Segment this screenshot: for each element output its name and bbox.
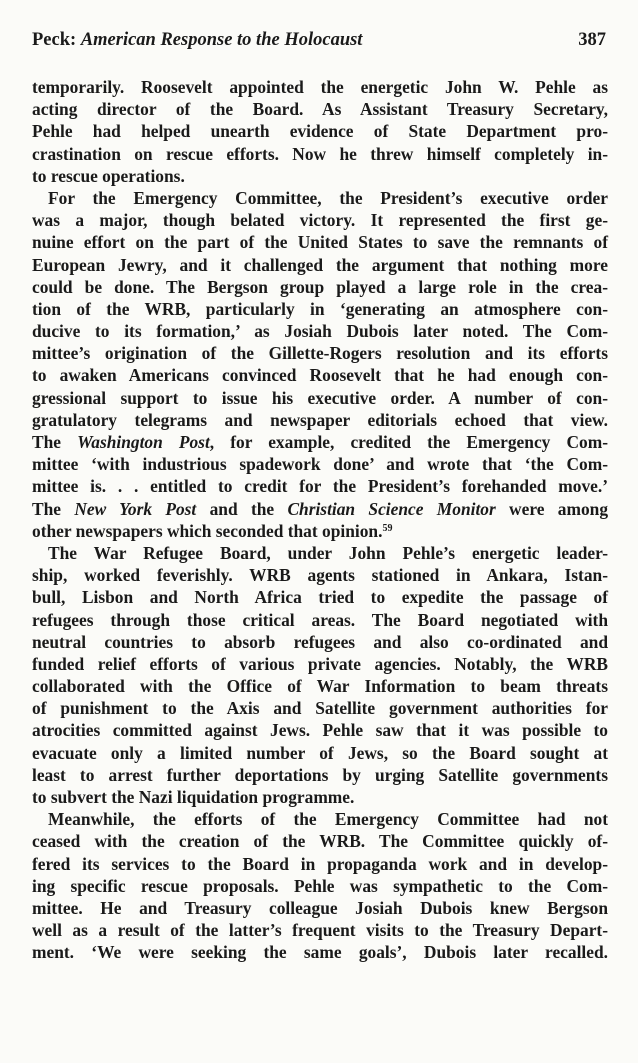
text-line: gressional support to issue his executive order. A number of con-	[32, 387, 608, 408]
text-line: refugees through those critical areas. The Board negotiated with	[32, 609, 608, 630]
text-line: crastination on rescue efforts. Now he threw himself completely in-	[32, 143, 608, 164]
text-line: evacuate only a limited number of Jews, so the Board sought at	[32, 742, 608, 763]
text-line: mittee. He and Treasury colleague Josiah Dubois knew Bergson	[32, 897, 608, 918]
running-header	[32, 30, 606, 51]
running-title: Peck: American Response to the Holocaust	[32, 30, 363, 50]
text-line: bull, Lisbon and North Africa tried to expedite the passage of	[32, 587, 608, 608]
text-line: nuine effort on the part of the United States to save the remnants of	[32, 232, 608, 253]
text-line: ducive to its formation,’ as Josiah Dubois later noted. The Com-	[32, 321, 608, 342]
text-line: well as a result of the latter’s frequent visits to the Treasury Depart-	[32, 920, 608, 941]
text-line: ceased with the creation of the WRB. The Committee quickly of-	[32, 831, 608, 852]
text-line: mittee is. . . entitled to credit for the President’s forehanded move.’	[32, 476, 608, 497]
text-line: The War Refugee Board, under John Pehle’s energetic leader-	[48, 542, 608, 563]
text-line: Pehle had helped unearth evidence of State Department pro-	[32, 121, 608, 142]
text-line: ship, worked feverishly. WRB agents stationed in Ankara, Istan-	[32, 565, 608, 586]
text-line: The Washington Post, for example, credited the Emergency Com-	[32, 432, 608, 452]
text-line: of punishment to the Axis and Satellite government authorities for	[32, 698, 608, 719]
text-line: acting director of the Board. As Assistant Treasury Secretary,	[32, 99, 608, 120]
text-line: collaborated with the Office of War Information to beam threats	[32, 676, 608, 697]
text-line: For the Emergency Committee, the President’s executive order	[48, 187, 608, 208]
text-line: mittee ‘with industrious spadework done’ and wrote that ‘the Com-	[32, 454, 608, 475]
text-line: tion of the WRB, particularly in ‘generating an atmosphere con-	[32, 298, 608, 319]
text-line: could be done. The Bergson group played a large role in the crea-	[32, 276, 608, 297]
body-text	[32, 76, 608, 964]
text-line: ing specific rescue proposals. Pehle was sympathetic to the Com-	[32, 875, 608, 896]
text-line: least to arrest further deportations by urging Satellite governments	[32, 764, 608, 785]
page-number: 387	[578, 30, 606, 50]
text-line: ment. ‘We were seeking the same goals’, Dubois later recalled.	[32, 942, 608, 963]
text-line: other newspapers which seconded that opinion.$^{59}$	[32, 520, 393, 541]
text-line: to awaken Americans convinced Roosevelt that he had enough con-	[32, 365, 608, 386]
text-line: temporarily. Roosevelt appointed the energetic John W. Pehle as	[32, 77, 608, 97]
text-line: was a major, though belated victory. It represented the first ge-	[32, 210, 608, 231]
text-line: Meanwhile, the efforts of the Emergency Committee had not	[48, 809, 608, 830]
text-line: funded relief efforts of various private agencies. Notably, the WRB	[32, 653, 608, 674]
footnote-ref: 59	[382, 522, 393, 534]
text-line: atrocities committed against Jews. Pehle saw that it was possible to	[32, 720, 608, 741]
text-line: The New York Post and the Christian Science Monitor were among	[32, 498, 609, 519]
text-line: neutral countries to absorb refugees and also co-ordinated and	[32, 631, 608, 652]
text-line: European Jewry, and it challenged the argument that nothing more	[32, 254, 608, 275]
text-line: to rescue operations.	[32, 165, 185, 186]
text-line: to subvert the Nazi liquidation programme.	[32, 787, 355, 807]
text-line: mittee’s origination of the Gillette-Rogers resolution and its efforts	[32, 343, 608, 364]
text-line: fered its services to the Board in propaganda work and in develop-	[32, 853, 608, 874]
text-line: gratulatory telegrams and newspaper editorials echoed that view.	[32, 409, 608, 430]
